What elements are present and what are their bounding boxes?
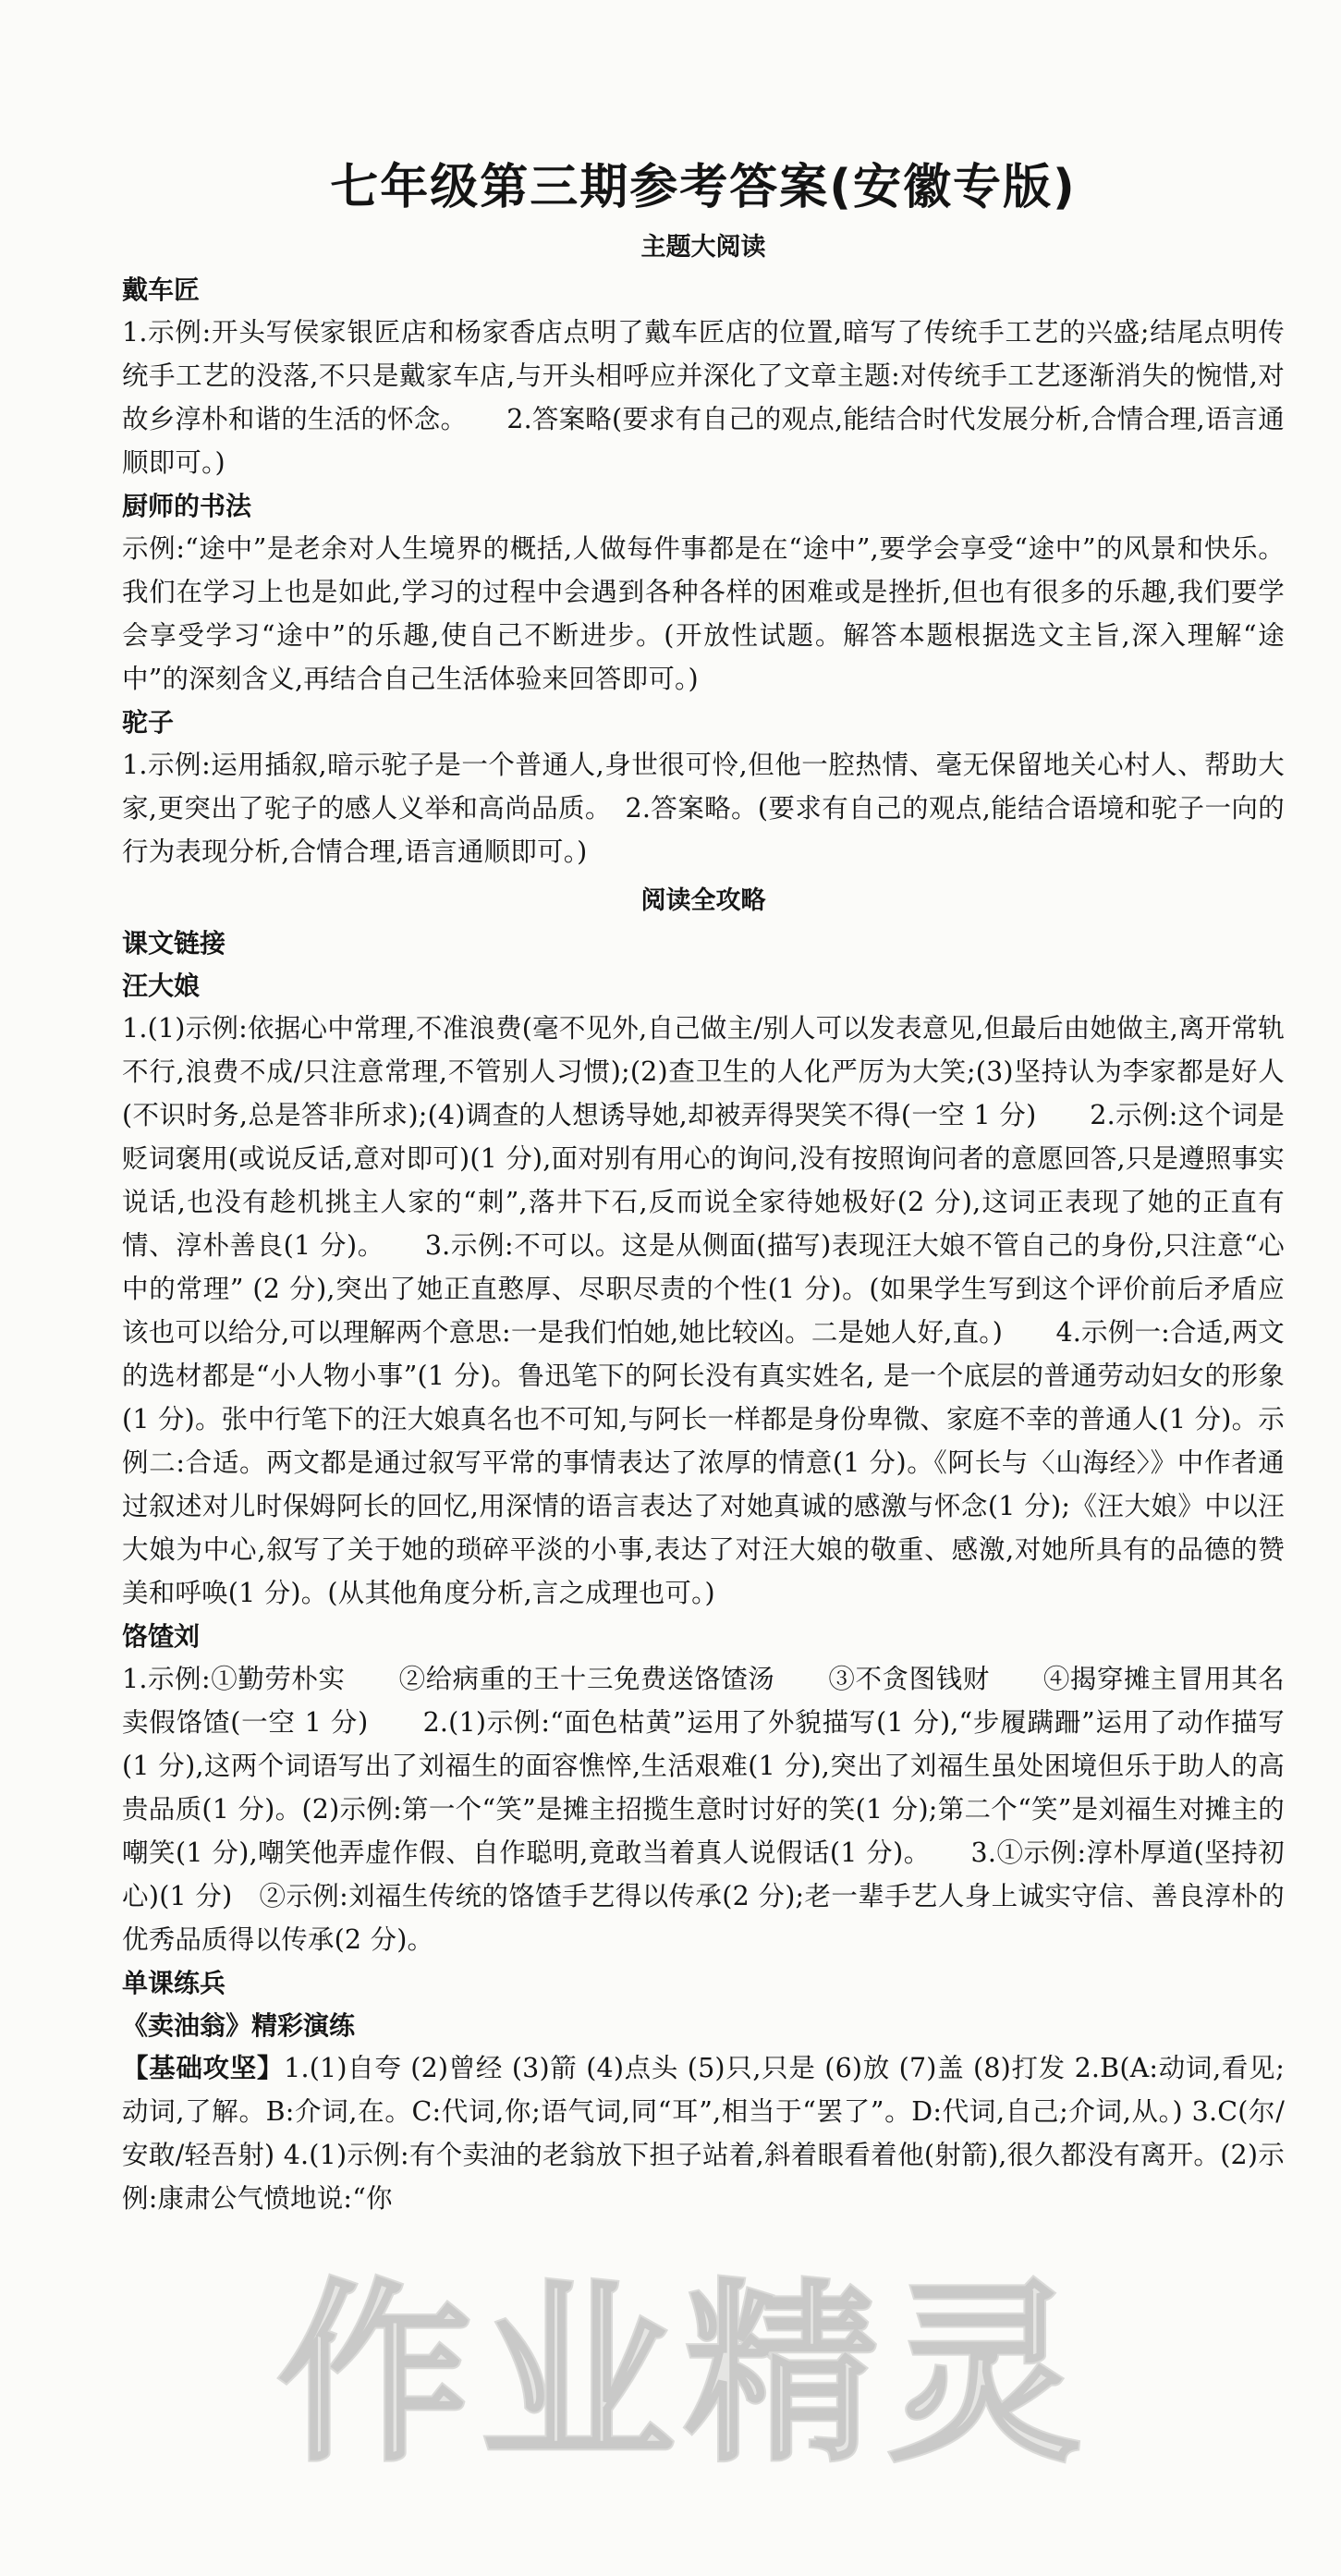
article-title-daichejiang: 戴车匠 [122, 275, 201, 305]
article-title-tuozi: 驼子 [122, 707, 175, 738]
answer-paragraph: 1.(1)示例:依据心中常理,不准浪费(毫不见外,自己做主/别人可以发表意见,但最后由她做主,离开常轨不行,浪费不成/只注意常理,不管别人习惯);(2)查卫生的人化严厉为大笑;(3)坚持认为李家都是好人(不识时务,总是答非所求);(4)调查的人想诱导她,却被弄得哭笑不得(一空 1 分) 2.示例:这个词是贬词褒用(或说反话,意对即可)(1 分),面对别有用心的询问,没有按照询问者的意愿回答,只是遵照事实说话,也没有趁机挑主人家的“刺”,落井下石,反而说全家待她极好(2 分),这词正表现了她的正直有情、淳朴善良(1 分)。 3.示例:不可以。这是从侧面(描写)表现汪大娘不管自己的身份,只注意“心中的常理” (2 分),突出了她正直憨厚、尽职尽责的个性(1 分)。(如果学生写到这个评价前后矛盾应该也可以给分,可以理解两个意思:一是我们怕她,她比较凶。二是她人好,直。) 4.示例一:合适,两文的选材都是“小人物小事”(1 分)。鲁迅笔下的阿长没有真实姓名, 是一个底层的普通劳动妇女的形象(1 分)。张中行笔下的汪大娘真名也不可知,与阿长一样都是身份卑微、家庭不幸的普通人(1 分)。示例二:合适。两文都是通过叙写平常的事情表达了浓厚的情意(1 分)。《阿长与〈山海经〉》中作者通过叙述对儿时保姆阿长的回忆,用深情的语言表达了对她真诚的感激与怀念(1 分);《汪大娘》中以汪大娘为中心,叙写了关于她的琐碎平淡的小事,表达了对汪大娘的敬重、感激,对她所具有的品德的赞美和呼唤(1 分)。(从其他角度分析,言之成理也可。) [122, 1013, 1286, 1608]
answer-paragraph: 示例:“途中”是老余对人生境界的概括,人做每件事都是在“途中”,要学会享受“途中”的风景和快乐。我们在学习上也是如此,学习的过程中会遇到各种各样的困难或是挫折,但也有很多的乐趣,我们要学会享受学习“途中”的乐趣,使自己不断进步。(开放性试题。解答本题根据选文主旨,深入理解“途中”的深刻含义,再结合自己生活体验来回答即可。) [122, 533, 1285, 694]
article-title-maiyouweng: 《卖油翁》精彩演练 [122, 2010, 356, 2041]
article-title-chushi: 厨师的书法 [122, 491, 252, 521]
answer-paragraph: 1.示例:运用插叙,暗示驼子是一个普通人,身世很可怜,但他一腔热情、毫无保留地关心村人、帮助大家,更突出了驼子的感人义举和高尚品质。 2.答案略。(要求有自己的观点,能结合语境和驼子一向的行为表现分析,合情合理,语言通顺即可。) [122, 750, 1285, 867]
article-title-wangdaniang: 汪大娘 [122, 971, 201, 1001]
basic-practice-label: 【基础攻坚】 [122, 2053, 285, 2083]
answer-paragraph: 1.示例:开头写侯家银匠店和杨家香店点明了戴车匠店的位置,暗写了传统手工艺的兴盛;结尾点明传统手工艺的没落,不只是戴家车店,与开头相呼应并深化了文章主题:对传统手工艺逐渐消失的惋惜,对故乡淳朴和谐的生活的怀念。 2.答案略(要求有自己的观点,能结合时代发展分析,合情合理,语言通顺即可。) [122, 317, 1285, 478]
answer-text: 1.(1)自夸 (2)曾经 (3)箭 (4)点头 (5)只,只是 (6)放 (7)盖 (8)打发 2.B(A:动词,看见;动词,了解。B:介词,在。C:代词,你;语气词,同“耳”,相当于“罢了”。D:代词,自己;介词,从。) 3.C(尔/安敢/轻吾射) 4.(1)示例:有个卖油的老翁放下担子站着,斜着眼看着他(射箭),很久都没有离开。(2)示例:康肃公气愤地说:“你 [122, 2053, 1285, 2214]
subsection-title-lesson-link: 课文链接 [122, 928, 226, 958]
subsection-title-single-lesson-practice: 单课练兵 [122, 1968, 226, 1998]
article-title-gezhaliu: 饹馇刘 [122, 1621, 201, 1652]
answer-paragraph: 1.示例:①勤劳朴实 ②给病重的王十三免费送饹馇汤 ③不贪图钱财 ④揭穿摊主冒用其名卖假饹馇(一空 1 分) 2.(1)示例:“面色枯黄”运用了外貌描写(1 分),“步履蹒跚”运用了动作描写(1 分),这两个词语写出了刘福生的面容憔悴,生活艰难(1 分),突出了刘福生虽处困境但乐于助人的高贵品质(1 分)。(2)示例:第一个“笑”是摊主招揽生意时讨好的笑(1 分);第二个“笑”是刘福生对摊主的嘲笑(1 分),嘲笑他弄虚作假、自作聪明,竟敢当着真人说假话(1 分)。 3.①示例:淳朴厚道(坚持初心)(1 分) ②示例:刘福生传统的饹馇手艺得以传承(2 分);老一辈手艺人身上诚实守信、善良淳朴的优秀品质得以传承(2 分)。 [122, 1664, 1285, 1955]
answer-paragraph [122, 2046, 1285, 2220]
page-title: 七年级第三期参考答案(安徽专版) [330, 160, 1077, 215]
watermark: 作业精灵 [277, 2262, 1091, 2488]
section-heading-reading-strategy: 阅读全攻略 [640, 886, 766, 915]
section-heading-theme-reading: 主题大阅读 [640, 233, 766, 262]
answer-page [122, 0, 1285, 2220]
